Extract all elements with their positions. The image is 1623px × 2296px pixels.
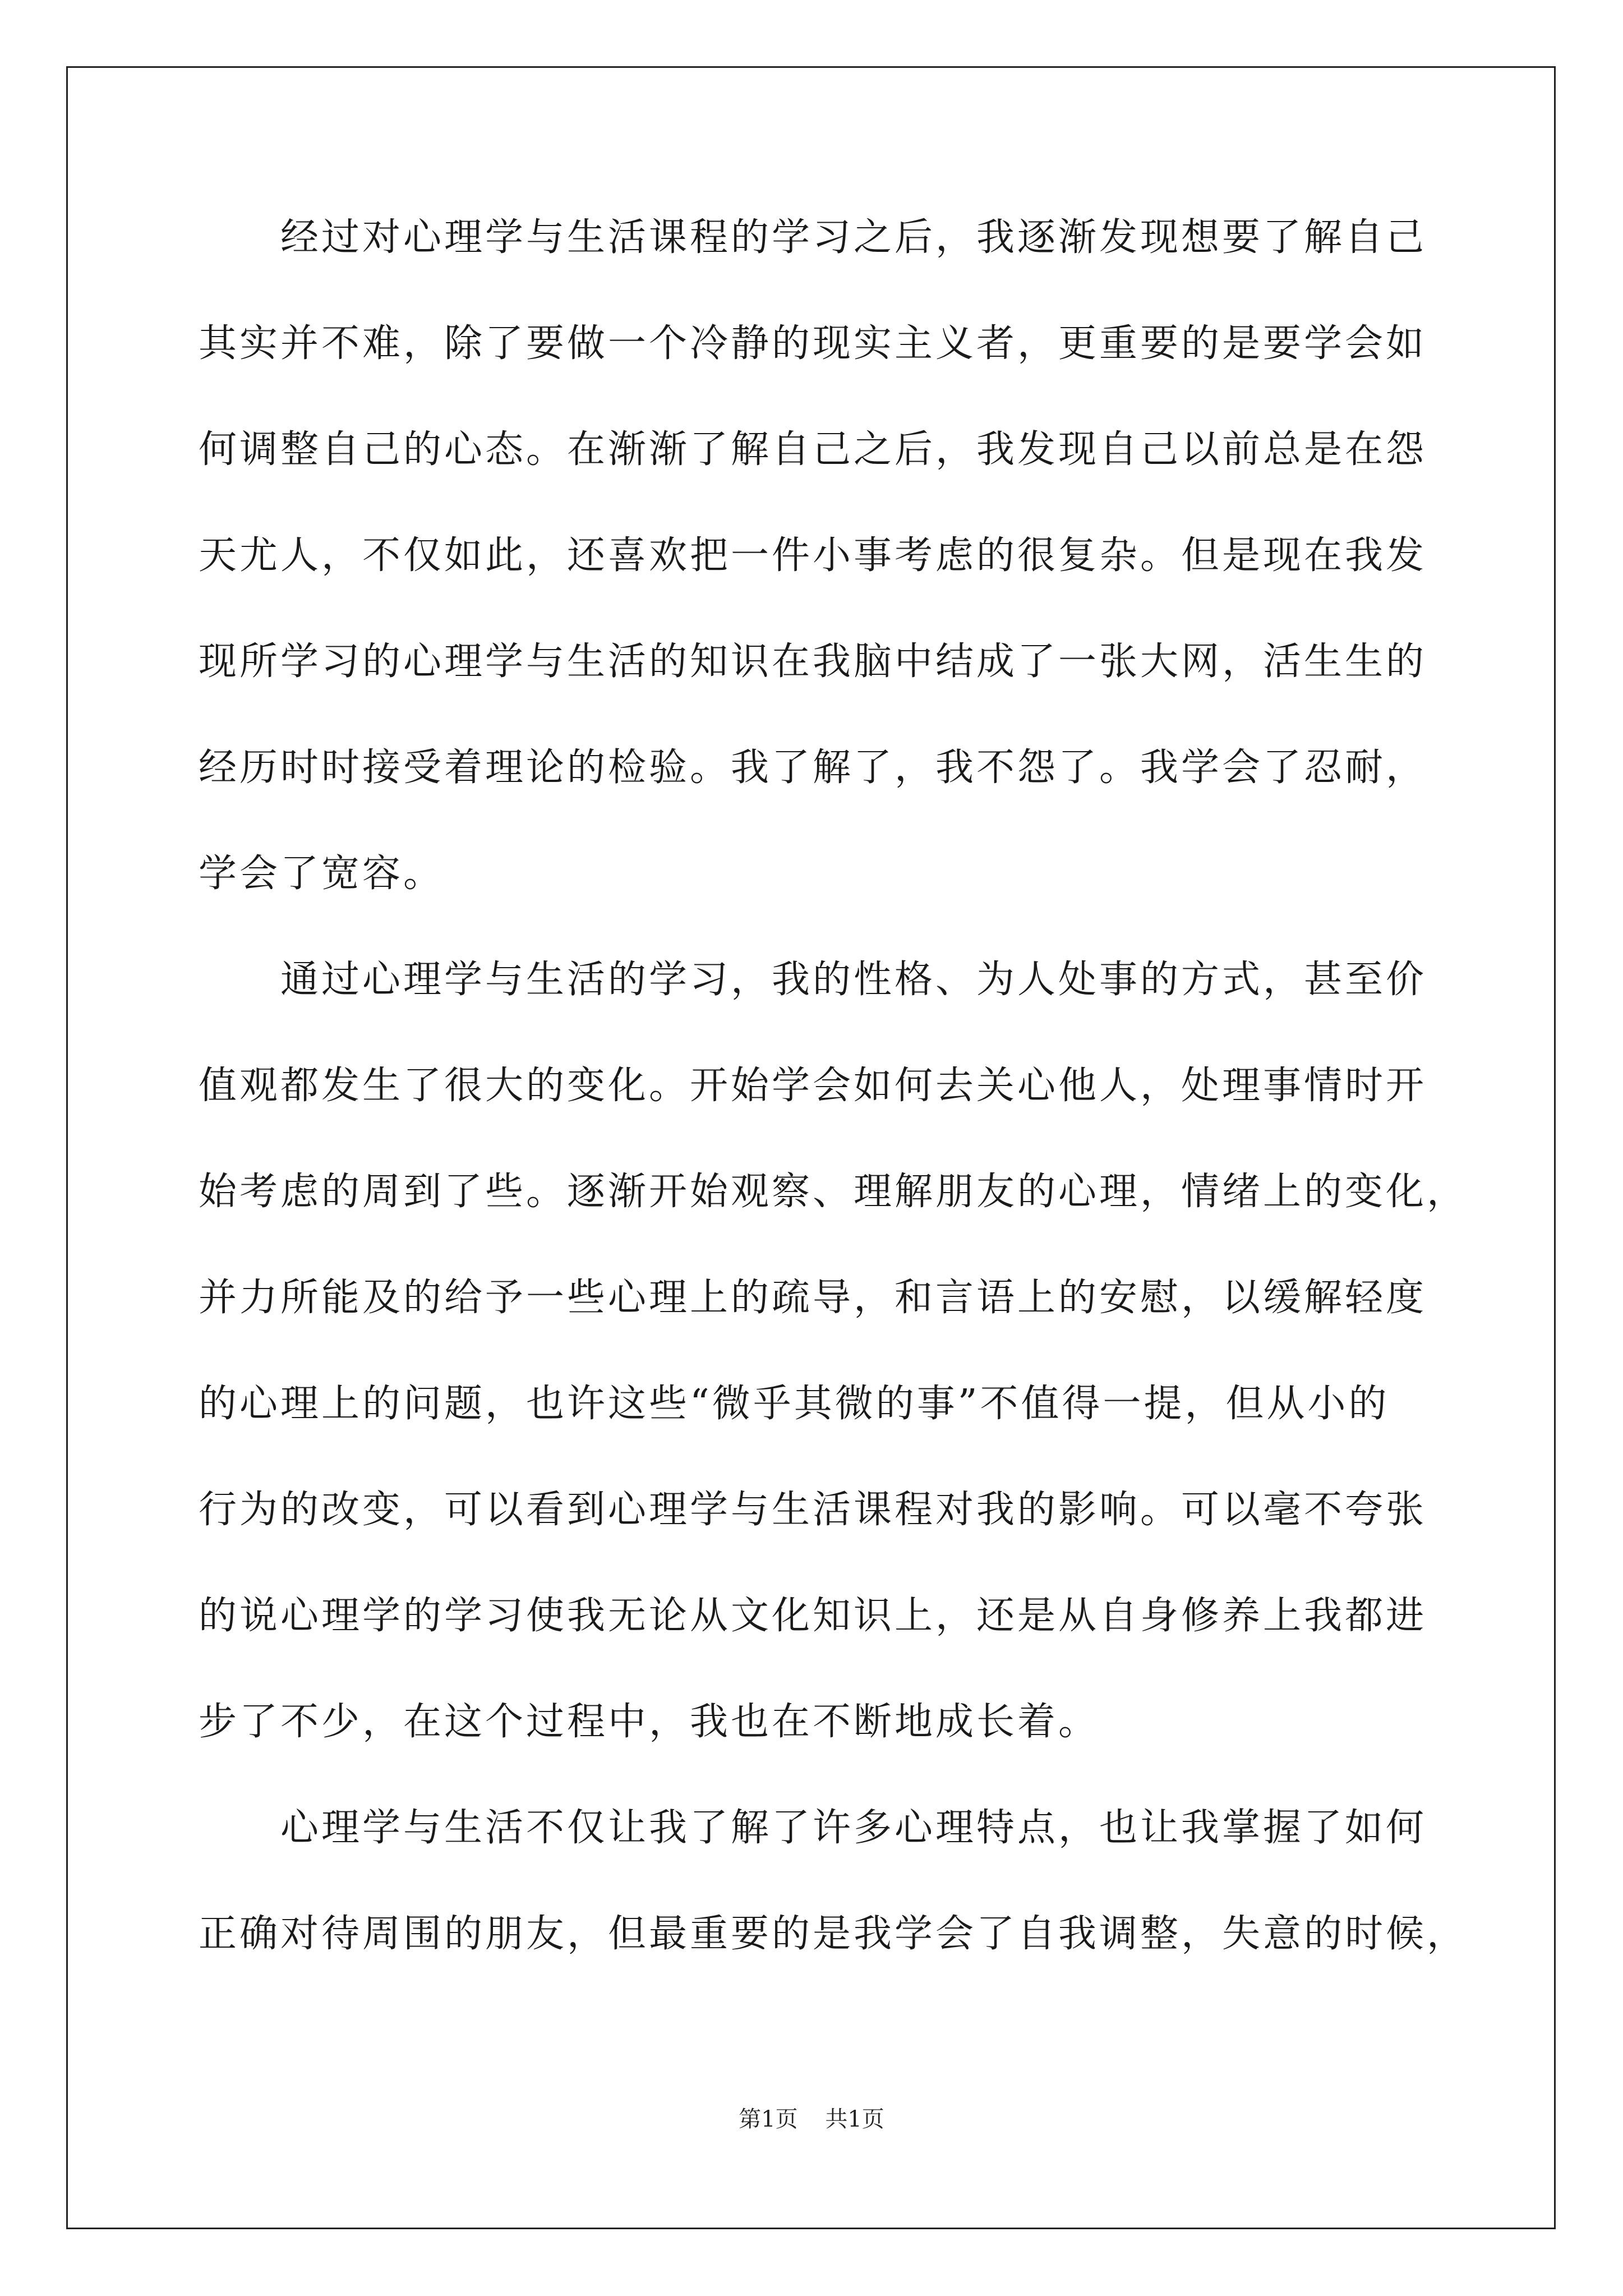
page-number-current: 第1页: [739, 2106, 798, 2132]
text-line: 天尤人，不仅如此，还喜欢把一件小事考虑的很复杂。但是现在我发: [199, 533, 1427, 578]
page-footer: [0, 2108, 1623, 2131]
text-line: 并力所能及的给予一些心理上的疏导，和言语上的安慰，以缓解轻度: [199, 1276, 1427, 1320]
text-line: 的心理上的问题，也许这些“微乎其微的事”不值得一提，但从小的: [199, 1382, 1390, 1426]
text-line: 正确对待周围的朋友，但最重要的是我学会了自我调整，失意的时候，: [199, 1912, 1468, 1956]
text-line: 步了不少，在这个过程中，我也在不断地成长着。: [199, 1700, 1100, 1744]
text-line: 经历时时接受着理论的检验。我了解了，我不怨了。我学会了忍耐，: [199, 746, 1427, 790]
text-line: 学会了宽容。: [199, 852, 445, 896]
text-line: 值观都发生了很大的变化。开始学会如何去关心他人，处理事情时开: [199, 1064, 1427, 1108]
document-body: [199, 215, 1468, 2021]
page-number-total: 共1页: [825, 2106, 884, 2132]
text-line: 何调整自己的心态。在渐渐了解自己之后，我发现自己以前总是在怨: [199, 427, 1427, 472]
text-line: 心理学与生活不仅让我了解了许多心理特点，也让我掌握了如何: [199, 1806, 1427, 1850]
text-line: 行为的改变，可以看到心理学与生活课程对我的影响。可以毫不夸张: [199, 1488, 1427, 1532]
text-line: 现所学习的心理学与生活的知识在我脑中结成了一张大网，活生生的: [199, 639, 1427, 684]
text-line: 通过心理学与生活的学习，我的性格、为人处事的方式，甚至价: [199, 958, 1427, 1002]
text-line: 的说心理学的学习使我无论从文化知识上，还是从自身修养上我都进: [199, 1594, 1427, 1638]
text-line: 经过对心理学与生活课程的学习之后，我逐渐发现想要了解自己: [199, 215, 1427, 260]
text-line: 其实并不难，除了要做一个冷静的现实主义者，更重要的是要学会如: [199, 321, 1427, 366]
text-line: 始考虑的周到了些。逐渐开始观察、理解朋友的心理，情绪上的变化，: [199, 1170, 1468, 1214]
